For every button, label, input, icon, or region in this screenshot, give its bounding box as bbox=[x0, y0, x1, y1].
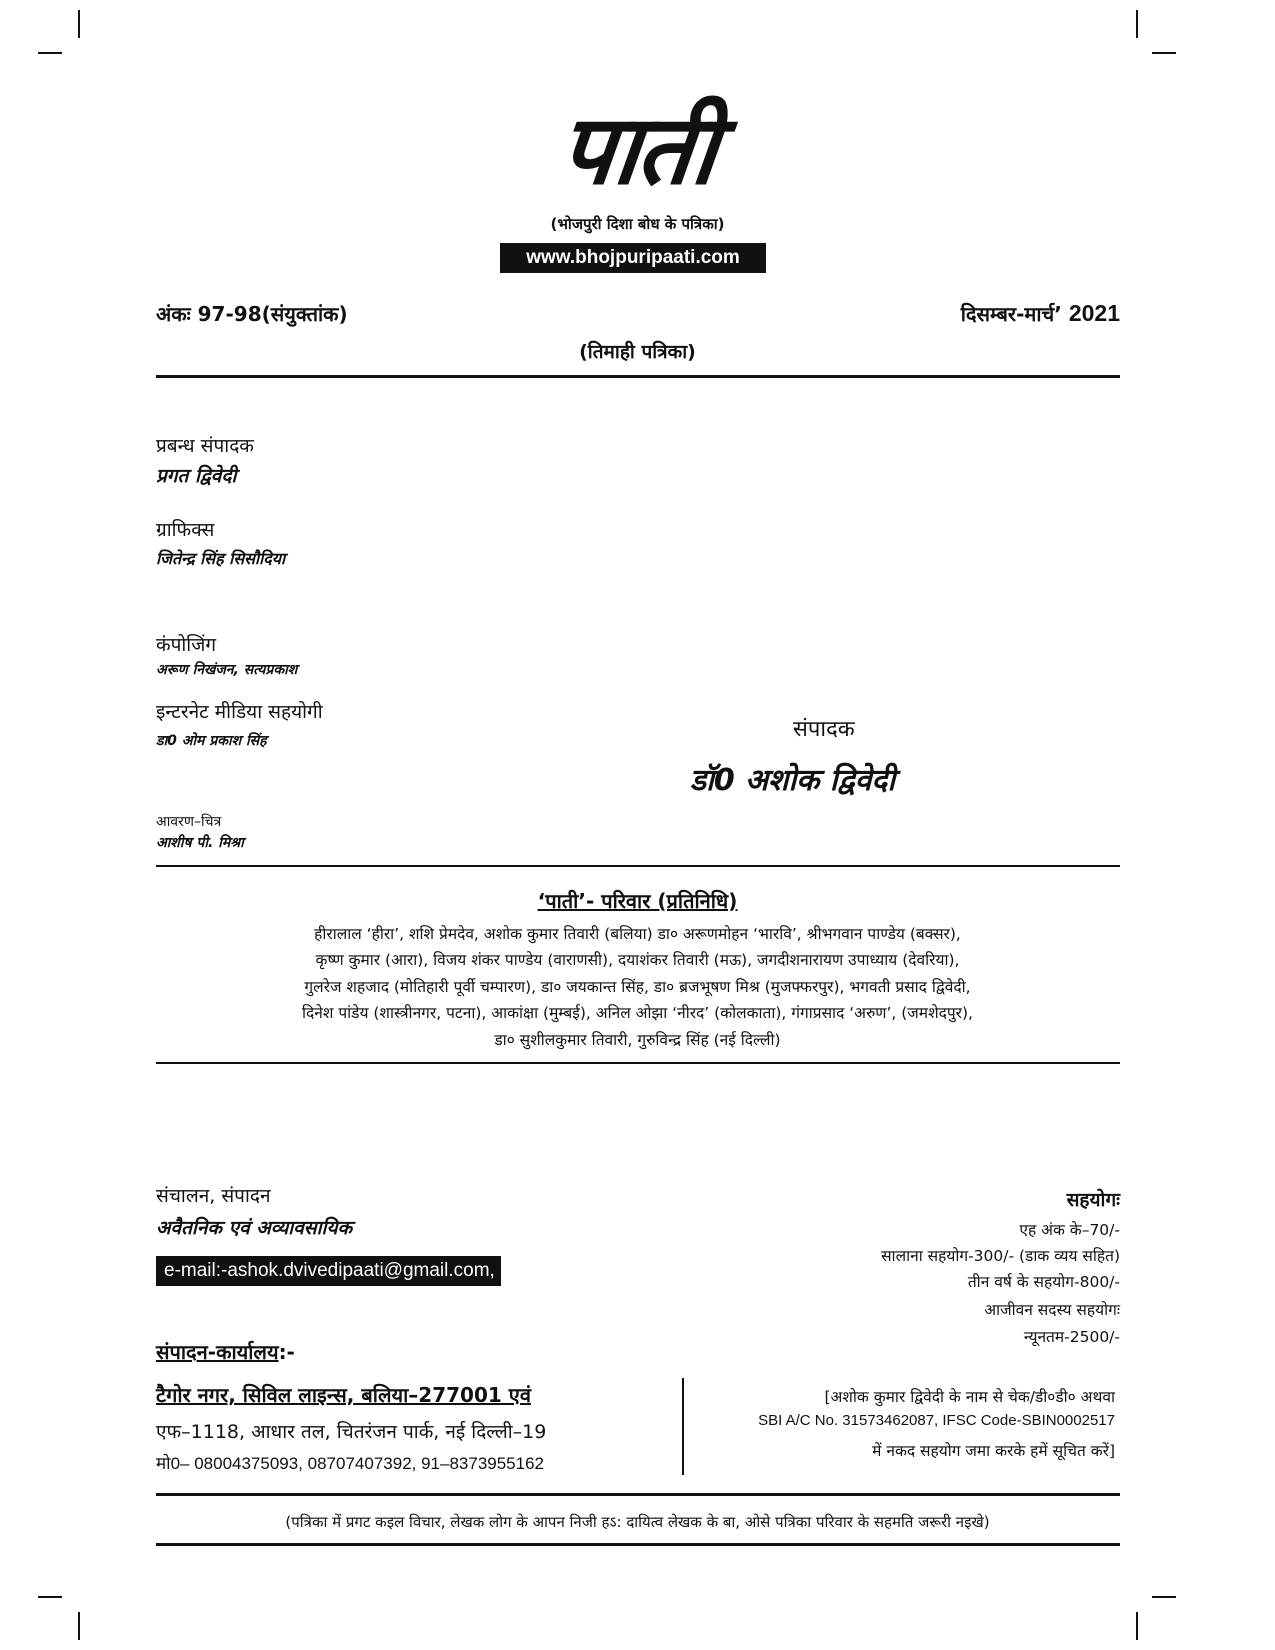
family-line: डा० सुशीलकुमार तिवारी, गुरुविन्द्र सिंह (नई दिल्ली) bbox=[494, 1031, 781, 1049]
issue-number: अंकः 97-98(संयुक्तांक) bbox=[156, 302, 348, 326]
graphics-label: ग्राफिक्स bbox=[156, 519, 215, 541]
crop-mark bbox=[1136, 1612, 1138, 1640]
crop-mark bbox=[38, 52, 62, 54]
composing-names: अरूण निखंजन, सत्यप्रकाश bbox=[156, 662, 298, 678]
office-phone: मो0– 08004375093, 08707407392, 91–8373955162 bbox=[156, 1454, 545, 1473]
divider bbox=[156, 865, 1120, 867]
magazine-logo: पाती bbox=[554, 94, 721, 206]
support-line: आजीवन सदस्य सहयोगः bbox=[984, 1301, 1120, 1319]
family-title bbox=[0, 887, 1275, 914]
operation-label: संचालन, संपादन bbox=[156, 1185, 271, 1207]
graphics-name: जितेन्द्र सिंह सिसौदिया bbox=[156, 549, 286, 568]
issue-year: 2021 bbox=[1068, 300, 1120, 326]
internet-media-label: इन्टरनेट मीडिया सहयोगी bbox=[156, 701, 323, 723]
divider bbox=[156, 1543, 1120, 1546]
issue-months: दिसम्बर-मार्च’ bbox=[960, 302, 1062, 326]
family-line: गुलरेज शहजाद (मोतिहारी पूर्वी चम्पारण), डा० जयकान्त सिंह, डा० ब्रजभूषण मिश्र (मुजफ्फरपुर), भगवती प्रसाद द्विवेदी, bbox=[304, 978, 971, 996]
divider bbox=[156, 1062, 1120, 1064]
bank-line: [अशोक कुमार द्विवेदी के नाम से चेक/डी०डी० अथवा bbox=[824, 1388, 1115, 1406]
crop-mark bbox=[1152, 52, 1176, 54]
composing-label: कंपोजिंग bbox=[156, 634, 217, 656]
issue-date bbox=[961, 300, 1120, 327]
support-line: सालाना सहयोग-300/- (डाक व्यय सहित) bbox=[881, 1247, 1120, 1265]
editor-label: संपादक bbox=[793, 717, 855, 742]
crop-mark bbox=[1136, 10, 1138, 38]
office-address-delhi: एफ–1118, आधार तल, चितरंजन पार्क, नई दिल्ली–19 bbox=[156, 1421, 547, 1443]
family-line: दिनेश पांडेय (शास्त्रीनगर, पटना), आकांक्षा (मुम्बई), अनिल ओझा ‘नीरद’ (कोलकाता), गंगाप्रसाद ‘अरुण’, (जमशेदपुर), bbox=[302, 1004, 973, 1022]
issue-frequency: (तिमाही पत्रिका) bbox=[579, 341, 696, 363]
cover-art-name: आशीष पी. मिश्रा bbox=[156, 835, 244, 851]
office-heading-suffix: :- bbox=[278, 1340, 295, 1364]
family-title-text: ‘पाती’- परिवार (प्रतिनिधि) bbox=[537, 889, 738, 913]
vertical-divider bbox=[682, 1378, 684, 1475]
managing-editor-name: प्रगत द्विवेदी bbox=[156, 465, 237, 487]
support-line: एह अंक के–70/- bbox=[1019, 1221, 1120, 1239]
operation-value: अवैतनिक एवं अव्यावसायिक bbox=[156, 1217, 353, 1239]
office-heading-text: संपादन-कार्यालय bbox=[156, 1340, 279, 1364]
support-heading: सहयोगः bbox=[1066, 1189, 1120, 1211]
crop-mark bbox=[38, 1596, 62, 1598]
divider bbox=[156, 1493, 1120, 1496]
crop-mark bbox=[78, 10, 80, 38]
crop-mark bbox=[1152, 1596, 1176, 1598]
bank-line: SBI A/C No. 31573462087, IFSC Code-SBIN0002517 bbox=[758, 1412, 1115, 1429]
divider bbox=[156, 375, 1120, 378]
editor-name: डॉ0 अशोक द्विवेदी bbox=[690, 763, 896, 798]
support-line: तीन वर्ष के सहयोग-800/- bbox=[967, 1273, 1120, 1291]
family-line: हीरालाल ‘हीरा’, शशि प्रेमदेव, अशोक कुमार तिवारी (बलिया) डा० अरूणमोहन ‘भारवि’, श्रीभगवान पाण्डेय (बक्सर), bbox=[314, 925, 961, 943]
magazine-tagline: (भोजपुरी दिशा बोध के पत्रिका) bbox=[550, 215, 725, 233]
email-address[interactable]: e-mail:-ashok.dvivedipaati@gmail.com, bbox=[156, 1256, 501, 1286]
support-line: न्यूनतम-2500/- bbox=[1023, 1328, 1120, 1346]
managing-editor-label: प्रबन्ध संपादक bbox=[156, 435, 254, 457]
cover-art-label: आवरण–चित्र bbox=[156, 814, 222, 830]
office-heading bbox=[156, 1338, 295, 1365]
bank-line: में नकद सहयोग जमा करके हमें सूचित करें] bbox=[872, 1442, 1115, 1460]
internet-media-name: डा0 ओम प्रकाश सिंह bbox=[156, 733, 267, 749]
crop-mark bbox=[78, 1612, 80, 1640]
office-address-ballia: टैगोर नगर, सिविल लाइन्स, बलिया–277001 एवं bbox=[156, 1383, 531, 1407]
family-line: कृष्ण कुमार (आरा), विजय शंकर पाण्डेय (वाराणसी), दयाशंकर तिवारी (मऊ), जगदीशनारायण उपाध्याय (देवरिया), bbox=[315, 951, 960, 969]
website-link[interactable]: www.bhojpuripaati.com bbox=[500, 243, 766, 273]
disclaimer: (पत्रिका में प्रगट कइल विचार, लेखक लोग के आपन निजी हऽ: दायित्व लेखक के बा, ओसे पत्रिका परिवार के सहमति जरूरी नइखे) bbox=[285, 1513, 990, 1531]
